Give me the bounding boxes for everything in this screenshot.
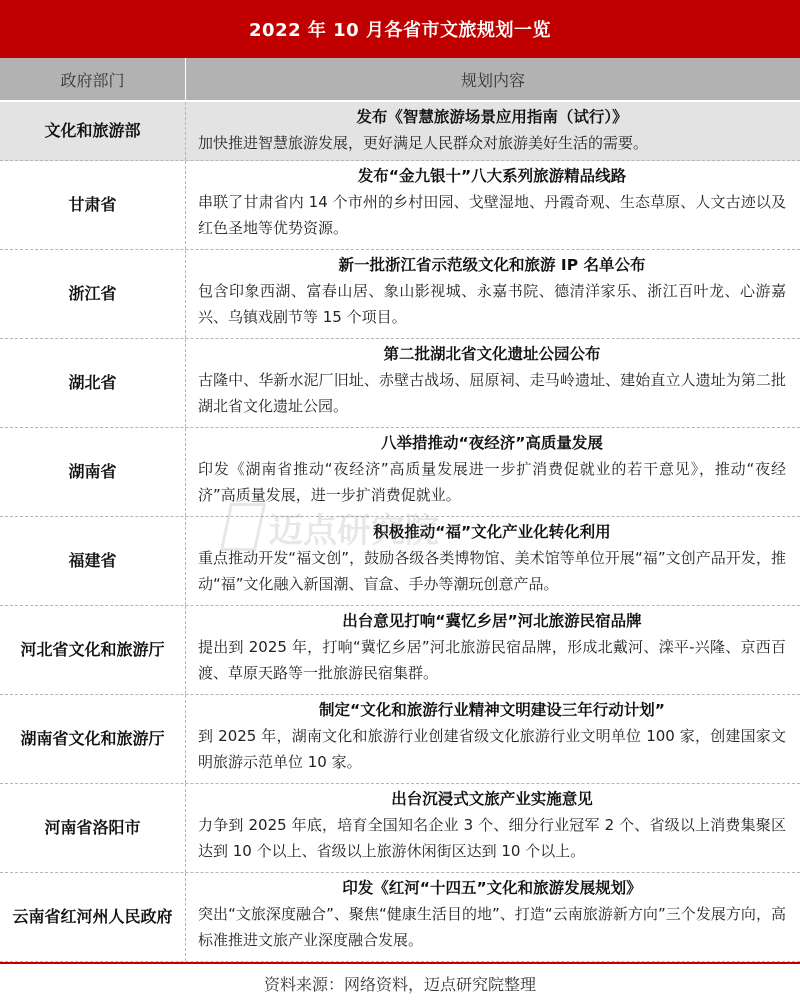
content-cell [185,428,800,516]
dept-cell: 湖南省文化和旅游厅 [20,729,165,748]
content-headline: 积极推动“福”文化产业化转化利用 [373,523,611,541]
content-headline: 新一批浙江省示范级文化和旅游 IP 名单公布 [338,256,646,274]
table-row [0,784,800,873]
content-cell [185,517,800,605]
header-dept: 政府部门 [60,70,125,90]
table-row [0,695,800,784]
content-body: 串联了甘肃省内 14 个市州的乡村田园、戈壁湿地、丹霞奇观、生态草原、人文古迹以及红色圣地等优势资源。 [198,193,786,237]
header-content: 规划内容 [185,58,800,100]
content-body: 到 2025 年，湖南文化和旅游行业创建省级文化旅游行业文明单位 100 家，创建国家文明旅游示范单位 10 家。 [198,727,786,771]
content-body: 印发《湖南省推动“夜经济”高质量发展进一步扩消费促就业的若干意见》，推动“夜经济”高质量发展，进一步扩消费促就业。 [198,460,786,504]
dept-cell: 河南省洛阳市 [44,818,141,837]
content-cell [185,102,800,160]
content-body: 突出“文旅深度融合”、聚焦“健康生活目的地”、打造“云南旅游新方向”三个发展方向，高标准推进文旅产业深度融合发展。 [198,905,786,949]
content-body: 古隆中、华新水泥厂旧址、赤壁古战场、屈原祠、走马岭遗址、建始直立人遗址为第二批湖北省文化遗址公园。 [198,371,786,415]
content-body: 力争到 2025 年底，培育全国知名企业 3 个、细分行业冠军 2 个、省级以上消费集聚区达到 10 个以上、省级以上旅游休闲街区达到 10 个以上。 [198,816,786,860]
content-cell [185,250,800,338]
table-title: 2022 年 10 月各省市文旅规划一览 [0,0,800,58]
content-headline: 出台沉浸式文旅产业实施意见 [391,790,593,808]
dept-cell: 福建省 [68,551,117,570]
table-row [0,428,800,517]
content-cell [185,606,800,694]
table-row [0,517,800,606]
content-headline: 出台意见打响“冀忆乡居”河北旅游民宿品牌 [342,612,642,630]
table-body [0,102,800,962]
content-cell [185,161,800,249]
content-body: 加快推进智慧旅游发展，更好满足人民群众对旅游美好生活的需要。 [198,134,649,152]
table-row [0,606,800,695]
table-row [0,339,800,428]
dept-cell: 甘肃省 [68,195,117,214]
dept-cell: 云南省红河州人民政府 [12,907,173,926]
content-body: 重点推动开发“福文创”，鼓励各级各类博物馆、美术馆等单位开展“福”文创产品开发，推动“福”文化融入新国潮、盲盒、手办等潮玩创意产品。 [198,549,786,593]
table-row [0,161,800,250]
content-cell [185,695,800,783]
content-body: 包含印象西湖、富春山居、象山影视城、永嘉书院、德清洋家乐、浙江百叶龙、心游嘉兴、乌镇戏剧节等 15 个项目。 [198,282,786,326]
content-headline: 发布《智慧旅游场景应用指南（试行）》 [356,108,628,126]
content-cell [185,873,800,961]
content-headline: 八举措推动“夜经济”高质量发展 [381,434,603,452]
table-row [0,873,800,962]
content-cell [185,339,800,427]
dept-cell: 湖南省 [68,462,117,481]
content-headline: 发布“金九银十”八大系列旅游精品线路 [357,167,627,185]
table-row [0,102,800,161]
content-headline: 制定“文化和旅游行业精神文明建设三年行动计划” [319,701,665,719]
content-cell [185,784,800,872]
source-note: 资料来源：网络资料，迈点研究院整理 [0,962,800,1002]
table-header [0,58,800,102]
content-headline: 第二批湖北省文化遗址公园公布 [383,345,601,363]
dept-cell: 浙江省 [68,284,117,303]
watermark-text: 迈点研究院 [269,510,439,551]
table-row [0,250,800,339]
dept-cell: 湖北省 [68,373,117,392]
dept-cell: 河北省文化和旅游厅 [20,640,165,659]
content-body: 提出到 2025 年，打响“冀忆乡居”河北旅游民宿品牌，形成北戴河、滦平-兴隆、京西百渡、草原天路等一批旅游民宿集群。 [198,638,786,682]
content-headline: 印发《红河“十四五”文化和旅游发展规划》 [342,879,642,897]
dept-cell: 文化和旅游部 [44,121,141,140]
